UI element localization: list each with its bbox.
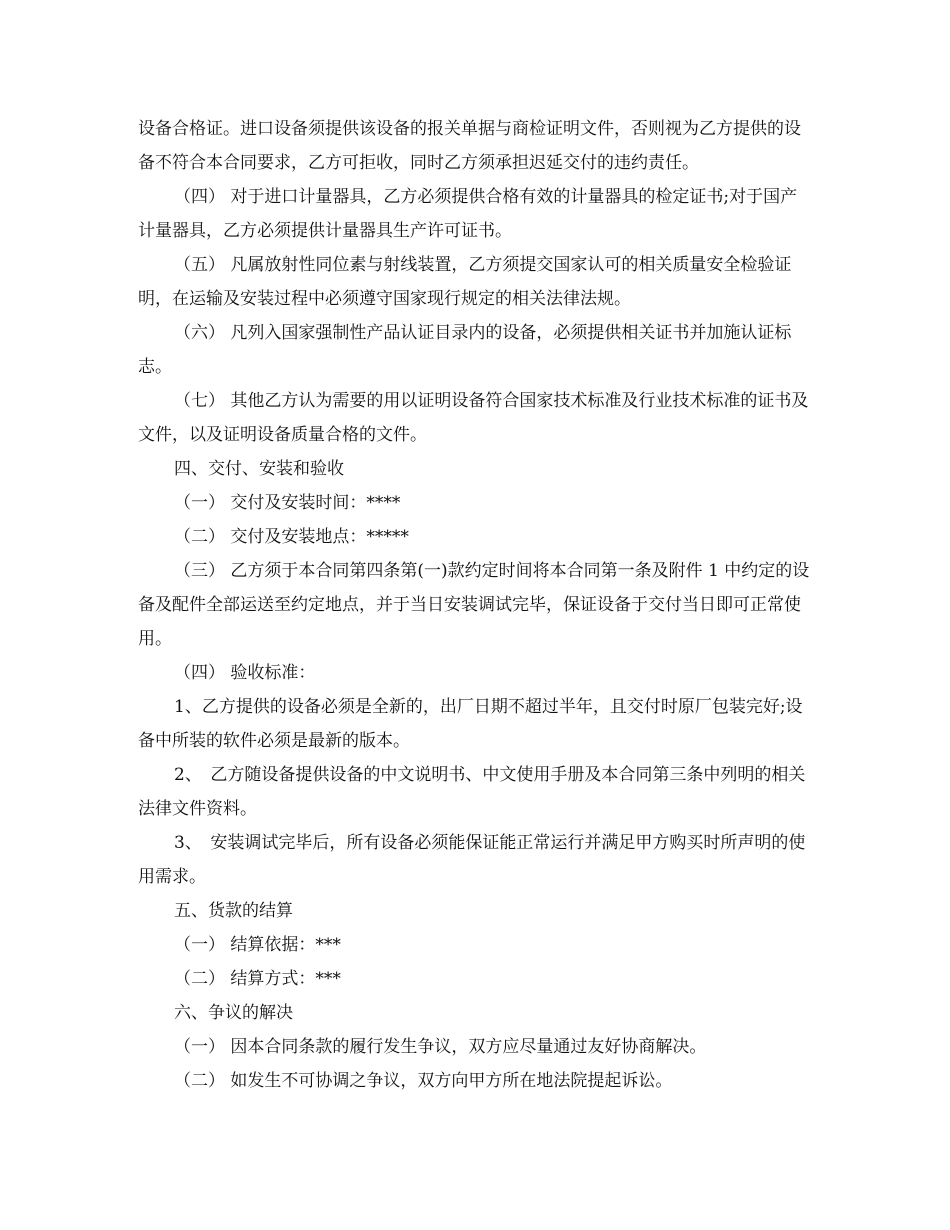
paragraph-settlement-basis: （一） 结算依据：*** (174, 935, 341, 955)
paragraph-acceptance-standard: （四） 验收标准： (174, 663, 316, 683)
paragraph-acceptance-item-1: 1、乙方提供的设备必须是全新的，出厂日期不超过半年，且交付时原厂包装完好;设备中所装的软件必须是最新的版本。 (138, 697, 803, 751)
paragraph-continuation: 设备合格证。进口设备须提供该设备的报关单据与商检证明文件，否则视为乙方提供的设备不符合本合同要求，乙方可拒收，同时乙方须承担迟延交付的违约责任。 (138, 119, 801, 173)
paragraph-clause-6: （六） 凡列入国家强制性产品认证目录内的设备，必须提供相关证书并加施认证标志。 (138, 323, 792, 377)
paragraph-delivery-terms: （三） 乙方须于本合同第四条第(一)款约定时间将本合同第一条及附件 1 中约定的设备及配件全部运送至约定地点，并于当日安装调试完毕，保证设备于交付当日即可正常使用。 (138, 561, 810, 649)
paragraph-settlement-method: （二） 结算方式：*** (174, 969, 341, 989)
paragraph-dispute-litigation: （二） 如发生不可协调之争议，双方向甲方所在地法院提起诉讼。 (174, 1071, 673, 1091)
paragraph-dispute-negotiation: （一） 因本合同条款的履行发生争议，双方应尽量通过友好协商解决。 (174, 1037, 707, 1057)
section-heading-settlement: 五、货款的结算 (174, 901, 293, 921)
paragraph-clause-7: （七） 其他乙方认为需要的用以证明设备符合国家技术标准及行业技术标准的证书及文件，以及证明设备质量合格的文件。 (138, 391, 809, 445)
section-heading-dispute: 六、争议的解决 (174, 1003, 293, 1023)
paragraph-clause-5: （五） 凡属放射性同位素与射线装置，乙方须提交国家认可的相关质量安全检验证明，在运输及安装过程中必须遵守国家现行规定的相关法律法规。 (138, 255, 792, 309)
section-heading-delivery: 四、交付、安装和验收 (174, 459, 344, 479)
paragraph-clause-4: （四） 对于进口计量器具，乙方必须提供合格有效的计量器具的检定证书;对于国产计量器具，乙方必须提供计量器具生产许可证书。 (138, 187, 798, 241)
paragraph-acceptance-item-2: 2、 乙方随设备提供设备的中文说明书、中文使用手册及本合同第三条中列明的相关法律文件资料。 (138, 765, 806, 819)
document-body (138, 112, 814, 1098)
paragraph-delivery-location: （二） 交付及安装地点：***** (174, 527, 409, 547)
paragraph-acceptance-item-3: 3、 安装调试完毕后，所有设备必须能保证能正常运行并满足甲方购买时所声明的使用需求。 (138, 833, 806, 887)
paragraph-delivery-time: （一） 交付及安装时间：**** (174, 493, 401, 513)
